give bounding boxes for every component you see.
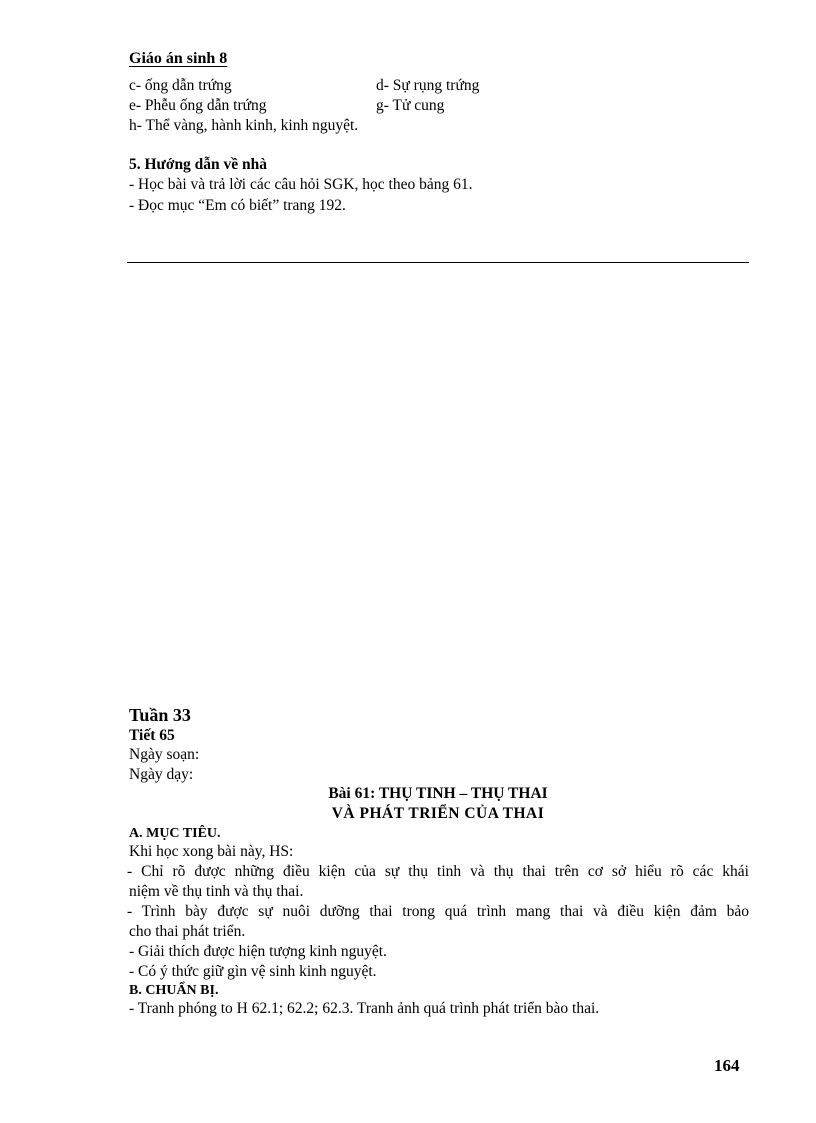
period-label: Tiết 65 bbox=[129, 727, 175, 744]
objective-item-line: - Trình bày được sự nuôi dưỡng thai trong quá trình mang thai và điều kiện đảm bảo bbox=[127, 903, 749, 920]
preparation-item: - Tranh phóng to H 62.1; 62.2; 62.3. Tranh ảnh quá trình phát triển bào thai. bbox=[129, 1000, 600, 1017]
week-label: Tuần 33 bbox=[129, 705, 191, 725]
document-header-title: Giáo án sinh 8 bbox=[129, 50, 228, 67]
section-divider bbox=[127, 262, 749, 263]
answer-g: g- Tử cung bbox=[376, 97, 445, 114]
objective-item-line: niệm về thụ tinh và thụ thai. bbox=[129, 883, 304, 900]
objectives-heading: A. MỤC TIÊU. bbox=[129, 826, 221, 841]
answer-h: h- Thể vàng, hành kinh, kinh nguyệt. bbox=[129, 117, 359, 134]
lesson-title-line2: VÀ PHÁT TRIỂN CỦA THAI bbox=[331, 805, 545, 822]
objective-item-line: cho thai phát triển. bbox=[129, 923, 246, 940]
teach-date-label: Ngày dạy: bbox=[129, 766, 194, 783]
objective-item-line: - Chỉ rõ được những điều kiện của sự thụ tinh và thụ thai trên cơ sở hiểu rõ các khái bbox=[127, 863, 749, 880]
lesson-title-line1: Bài 61: THỤ TINH – THỤ THAI bbox=[328, 785, 548, 802]
objective-item: - Giải thích được hiện tượng kinh nguyệt. bbox=[129, 943, 387, 960]
homework-item: - Đọc mục “Em có biết” trang 192. bbox=[129, 197, 346, 214]
objectives-intro: Khi học xong bài này, HS: bbox=[129, 843, 294, 860]
page-number: 164 bbox=[714, 1056, 740, 1075]
preparation-heading: B. CHUẨN BỊ. bbox=[129, 983, 219, 998]
homework-heading: 5. Hướng dẫn về nhà bbox=[129, 156, 268, 173]
homework-item: - Học bài và trả lời các câu hỏi SGK, học theo bảng 61. bbox=[129, 176, 473, 193]
answer-d: d- Sự rụng trứng bbox=[376, 77, 480, 94]
objective-item: - Có ý thức giữ gìn vệ sinh kinh nguyệt. bbox=[129, 963, 377, 980]
answer-c: c- ống dẫn trứng bbox=[129, 77, 232, 94]
answer-e: e- Phễu ống dẫn trứng bbox=[129, 97, 267, 114]
prep-date-label: Ngày soạn: bbox=[129, 746, 200, 763]
